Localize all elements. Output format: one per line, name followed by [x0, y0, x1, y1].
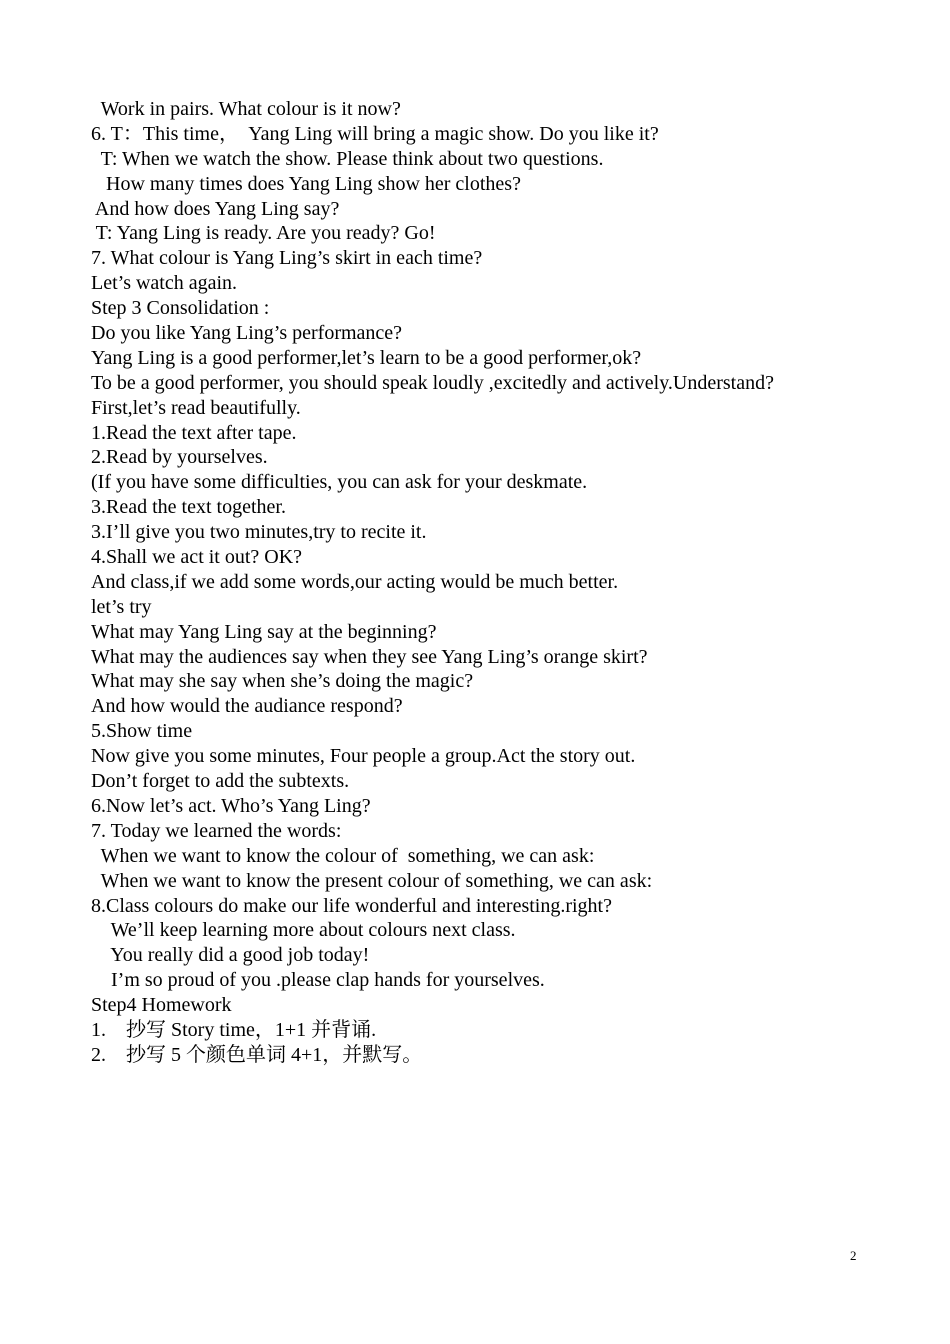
text-line: 6.Now let’s act. Who’s Yang Ling? [91, 794, 371, 817]
text-line: What may Yang Ling say at the beginning? [91, 620, 437, 643]
text-line: And how does Yang Ling say? [91, 197, 340, 220]
text-line: Don’t forget to add the subtexts. [91, 770, 350, 793]
text-line: 7. Today we learned the words: [91, 819, 342, 842]
homework-item: 1. 抄写 Story time，1+1 并背诵. [91, 1018, 377, 1041]
text-line: Now give you some minutes, Four people a group.Act the story out. [91, 745, 636, 768]
text-line: How many times does Yang Ling show her clothes? [91, 172, 521, 195]
text-line: (If you have some difficulties, you can ask for your deskmate. [91, 471, 588, 494]
text-line: Yang Ling is a good performer,let’s learn to be a good performer,ok? [91, 346, 642, 369]
text-line: 2.Read by yourselves. [91, 446, 268, 469]
text-line: And class,if we add some words,our acting would be much better. [91, 570, 619, 593]
text-line: 4.Shall we act it out? OK? [91, 546, 303, 569]
text-line: T: When we watch the show. Please think about two questions. [91, 147, 604, 170]
text-line: 6. T：This time， Yang Ling will bring a magic show. Do you like it? [91, 122, 659, 145]
text-line: You really did a good job today! [91, 944, 370, 967]
text-line: 3.Read the text together. [91, 496, 286, 519]
section-heading: Step4 Homework [91, 994, 232, 1017]
text-line: To be a good performer, you should speak loudly ,excitedly and actively.Understand? [91, 371, 774, 394]
text-line: 8.Class colours do make our life wonderful and interesting.right? [91, 894, 612, 917]
text-line: First,let’s read beautifully. [91, 396, 301, 419]
text-line: T: Yang Ling is ready. Are you ready? Go! [91, 222, 436, 245]
page-number: 2 [850, 1248, 857, 1263]
text-line: And how would the audiance respond? [91, 695, 403, 718]
text-line: I’m so proud of you .please clap hands for yourselves. [91, 969, 545, 992]
homework-item: 2. 抄写 5 个颜色单词 4+1，并默写。 [91, 1043, 423, 1066]
lesson-plan-text [91, 97, 891, 1068]
text-line: Work in pairs. What colour is it now? [91, 98, 401, 120]
text-line: 3.I’ll give you two minutes,try to recite it. [91, 521, 427, 544]
text-line: 7. What colour is Yang Ling’s skirt in each time? [91, 247, 483, 270]
text-line: 5.Show time [91, 720, 193, 743]
text-line: let’s try [91, 595, 152, 618]
text-line: When we want to know the colour of something, we can ask: [91, 844, 595, 867]
text-line: What may the audiences say when they see Yang Ling’s orange skirt? [91, 645, 648, 668]
text-line: When we want to know the present colour of something, we can ask: [91, 869, 653, 892]
section-heading: Step 3 Consolidation : [91, 297, 270, 320]
text-line: Do you like Yang Ling’s performance? [91, 322, 403, 345]
text-line: We’ll keep learning more about colours next class. [91, 919, 516, 942]
text-line: 1.Read the text after tape. [91, 421, 297, 444]
text-line: What may she say when she’s doing the magic? [91, 670, 474, 693]
text-line: Let’s watch again. [91, 272, 238, 295]
